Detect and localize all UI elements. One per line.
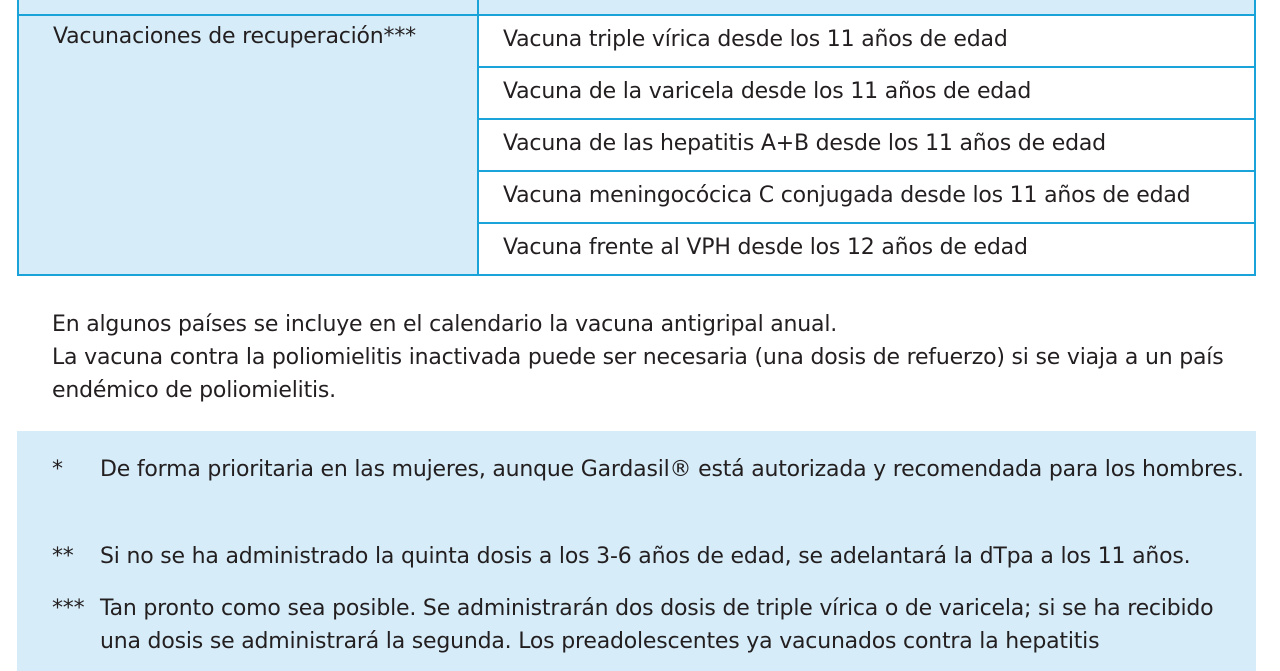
footnote-marker: * xyxy=(52,457,63,482)
table-top-row-cell xyxy=(479,0,1254,16)
footnote-text: Si no se ha administrado la quinta dosis a los 3-6 años de edad, se adelantará la dTpa a los 11 años. xyxy=(100,544,1191,569)
footnote-marker: *** xyxy=(52,596,85,621)
vaccine-item: Vacuna meningocócica C conjugada desde los 11 años de edad xyxy=(479,172,1254,224)
footnotes-panel xyxy=(17,431,1256,671)
footnote-text: Tan pronto como sea posible. Se administrarán dos dosis de triple vírica o de varicela; si se ha recibido una dosis se administrará la segunda. Los preadolescentes ya vacunados contra la hepatitis xyxy=(100,596,1214,654)
vaccine-item: Vacuna triple vírica desde los 11 años de edad xyxy=(479,16,1254,68)
table-top-row-cell xyxy=(19,0,477,16)
notes-section xyxy=(52,308,1252,407)
catch-up-vaccinations-label: Vacunaciones de recuperación*** xyxy=(53,24,416,49)
flu-vaccine-note: En algunos países se incluye en el calendario la vacuna antigripal anual. xyxy=(52,312,838,337)
polio-vaccine-note: La vacuna contra la poliomielitis inactivada puede ser necesaria (una dosis de refuerzo) si se viaja a un país endémico de poliomielitis. xyxy=(52,345,1224,403)
vaccine-item: Vacuna de la varicela desde los 11 años de edad xyxy=(479,68,1254,120)
vaccination-table xyxy=(17,0,1256,276)
footnote-marker: ** xyxy=(52,544,74,569)
table-items-column xyxy=(477,0,1254,274)
table-label-column xyxy=(19,0,477,274)
vaccine-item: Vacuna frente al VPH desde los 12 años de edad xyxy=(503,235,1028,260)
footnote-text: De forma prioritaria en las mujeres, aunque Gardasil® está autorizada y recomendada para los hombres. xyxy=(100,457,1244,482)
vaccine-item: Vacuna de las hepatitis A+B desde los 11 años de edad xyxy=(479,120,1254,172)
